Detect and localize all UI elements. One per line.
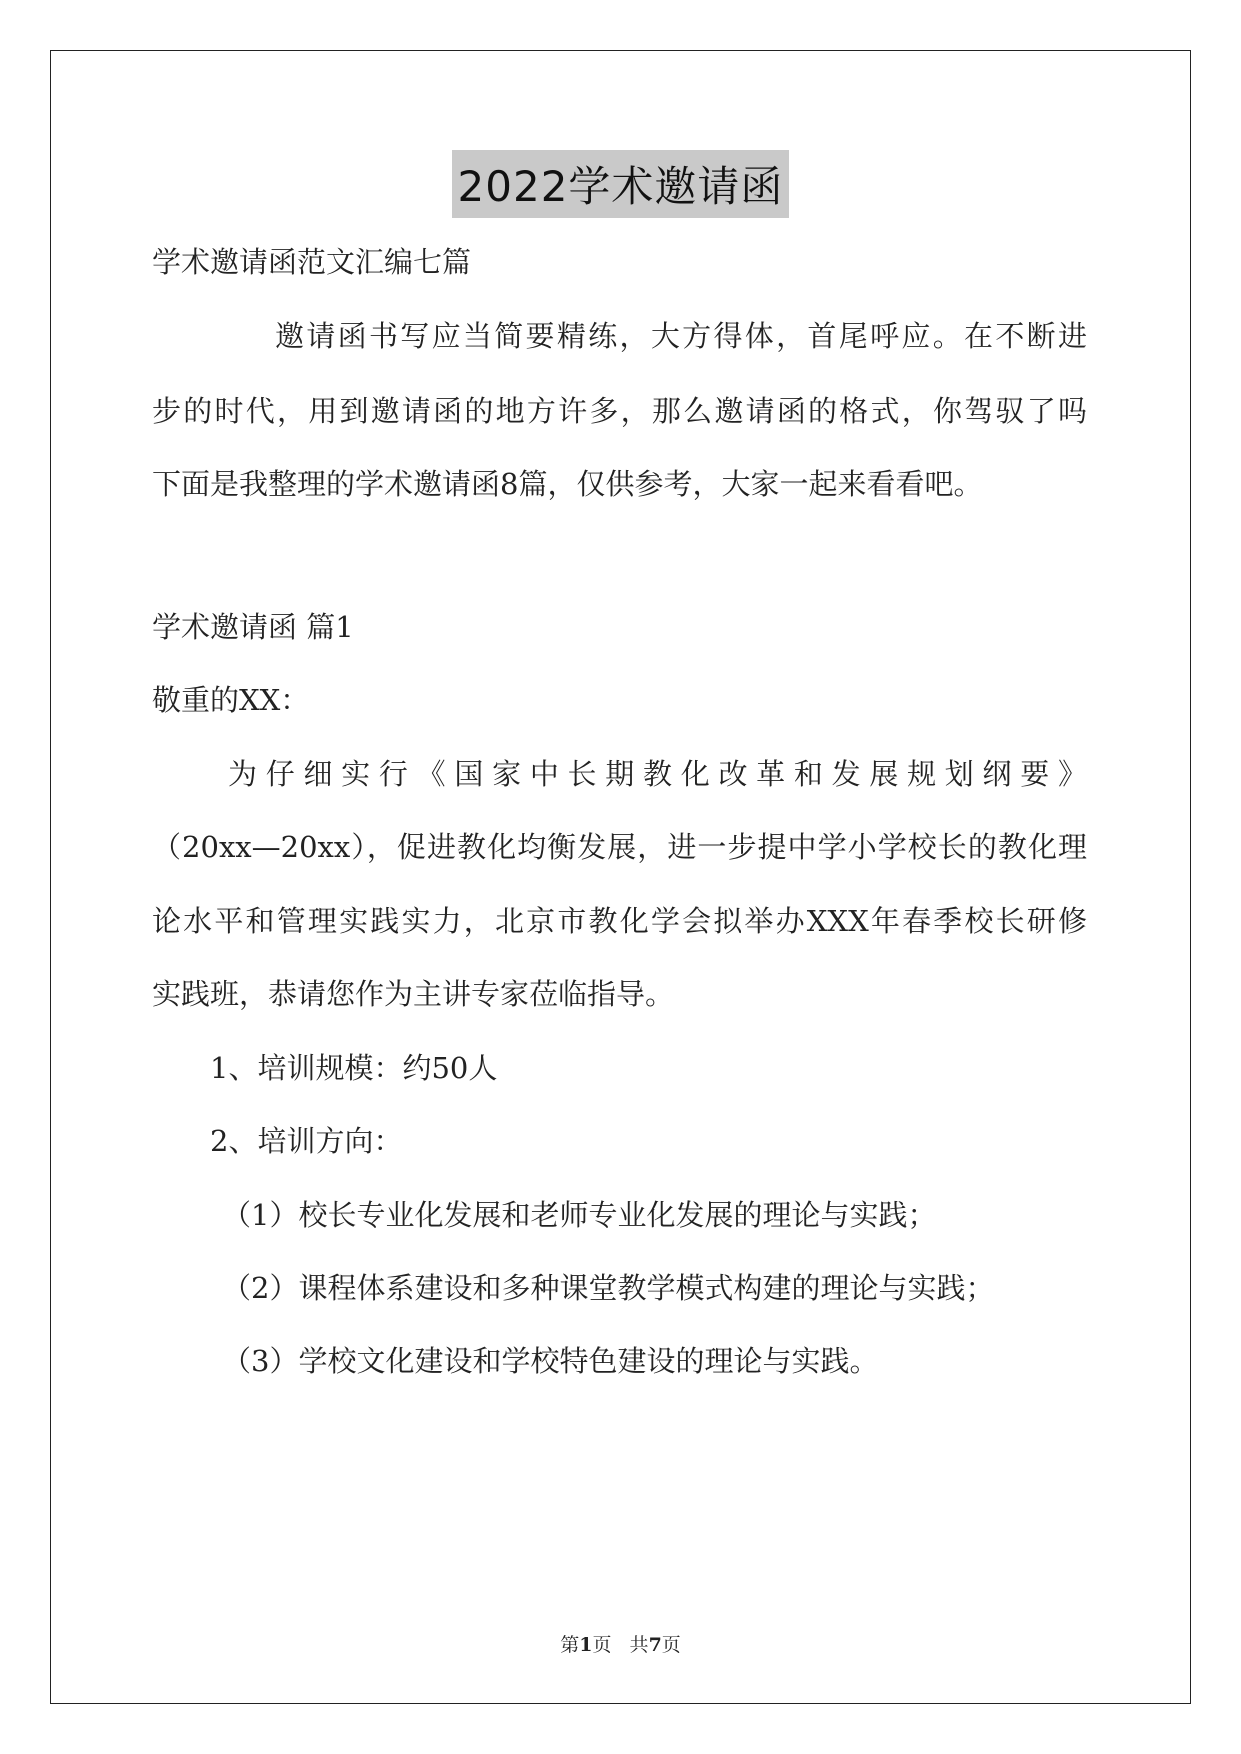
body-line-1: 为仔细实行《国家中长期教化改革和发展规划纲要》: [228, 757, 1087, 791]
intro-line-1: 邀请函书写应当简要精练，大方得体，首尾呼应。在不断进: [275, 319, 1087, 353]
body-line-3: 论水平和管理实践实力，北京市教化学会拟举办XXX年春季校长研修: [152, 904, 1087, 938]
page-suffix: 页: [661, 1634, 681, 1656]
page-total: 7: [648, 1634, 662, 1656]
page-prefix: 第: [560, 1634, 580, 1656]
section-heading: 学术邀请函 篇1: [152, 610, 354, 644]
page-current: 1: [579, 1634, 593, 1656]
list-item: （2）课程体系建设和多种课堂教学模式构建的理论与实践；: [222, 1271, 995, 1305]
intro-line-3: 下面是我整理的学术邀请函8篇，仅供参考，大家一起来看看吧。: [152, 467, 983, 501]
list-item: （3）学校文化建设和学校特色建设的理论与实践。: [222, 1344, 879, 1378]
list-item: （1）校长专业化发展和老师专业化发展的理论与实践；: [222, 1198, 937, 1232]
document-title: 2022学术邀请函: [452, 150, 790, 218]
salutation: 敬重的XX：: [152, 683, 310, 717]
subtitle: 学术邀请函范文汇编七篇: [152, 245, 472, 279]
list-item: 1、培训规模：约50人: [210, 1051, 498, 1085]
page-border: [50, 50, 1191, 1704]
intro-line-2: 步的时代，用到邀请函的地方许多，那么邀请函的格式，你驾驭了吗: [152, 394, 1087, 428]
list-item: 2、培训方向：: [210, 1124, 403, 1158]
body-line-2: （20xx—20xx），促进教化均衡发展，进一步提中学小学校长的教化理: [152, 830, 1087, 864]
title-container: [0, 150, 1241, 218]
body-line-4: 实践班，恭请您作为主讲专家莅临指导。: [152, 977, 675, 1011]
page-footer: [0, 1630, 1241, 1657]
page-mid: 页 共: [592, 1634, 649, 1656]
